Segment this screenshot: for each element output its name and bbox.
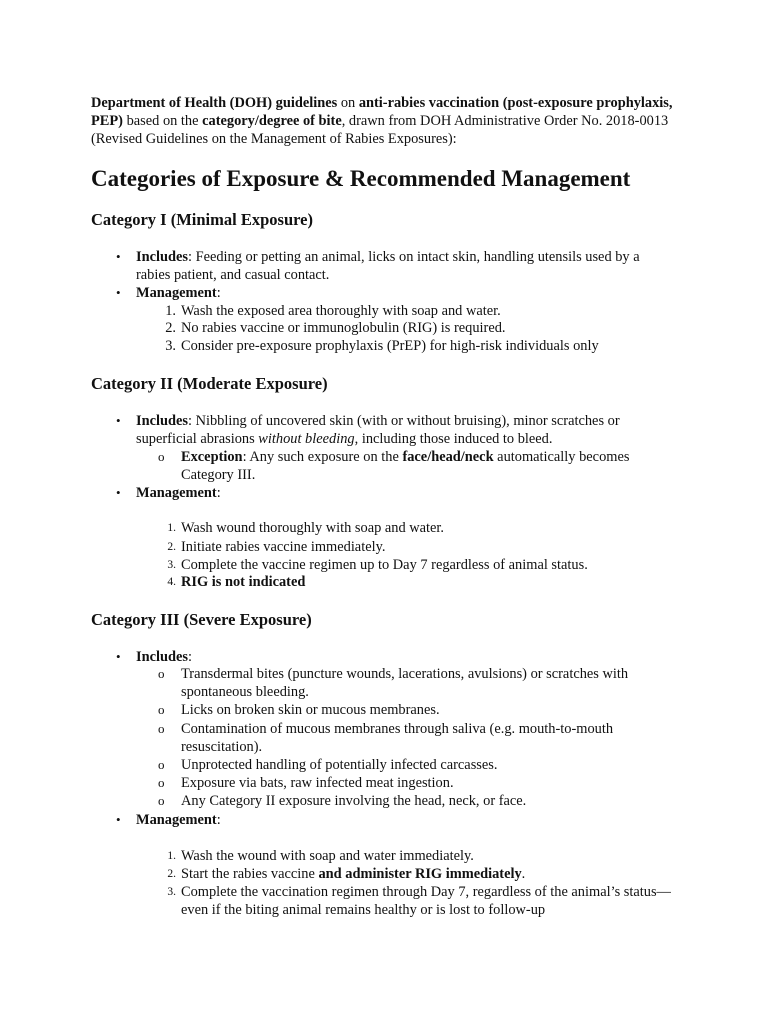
exception-text bbox=[181, 448, 671, 484]
category-3-heading: Category III (Severe Exposure) bbox=[91, 610, 312, 629]
includes-label: Includes bbox=[136, 413, 188, 429]
intro-text: based on the bbox=[122, 113, 203, 129]
sub-bullet-marker: o bbox=[158, 793, 165, 808]
intro-text: , drawn from DOH Administrative Order No. 2018-0013 (Revised Guidelines on the Management of Rabies Exposures): bbox=[91, 113, 669, 147]
step-text: No rabies vaccine or immunoglobulin (RIG) is required. bbox=[181, 320, 506, 336]
bullet-marker: • bbox=[116, 413, 121, 428]
management-label-row bbox=[136, 484, 676, 502]
category-2-includes-text bbox=[136, 412, 676, 448]
step-text: Wash the wound with soap and water immediately. bbox=[181, 848, 474, 864]
step-text: Initiate rabies vaccine immediately. bbox=[181, 539, 386, 555]
management-label-row bbox=[136, 284, 676, 302]
step-number: 1. bbox=[167, 850, 176, 862]
exception-description: automatically becomes Category III. bbox=[181, 449, 630, 483]
bullet-marker: • bbox=[116, 249, 121, 264]
category-1-includes-text bbox=[136, 248, 676, 284]
includes-label-row bbox=[136, 648, 676, 666]
intro-bold-vaccination: anti-rabies vaccination (post-exposure prophylaxis, PEP) bbox=[91, 95, 673, 129]
step-text-part: Start the rabies vaccine bbox=[181, 866, 319, 882]
step-text: Wash the exposed area thoroughly with soap and water. bbox=[181, 303, 501, 319]
exception-bold: face/head/neck bbox=[402, 449, 494, 465]
sub-bullet-marker: o bbox=[158, 721, 165, 736]
step-number: 3. bbox=[167, 559, 176, 571]
management-label: Management bbox=[136, 285, 217, 301]
step-number: 3. bbox=[167, 886, 176, 898]
includes-label: Includes bbox=[136, 649, 188, 665]
intro-text: on bbox=[337, 95, 359, 111]
step-text-part: . bbox=[521, 866, 526, 882]
colon: : bbox=[187, 649, 192, 665]
step-text: Complete the vaccination regimen through Day 7, regardless of the animal’s status—even if the biting animal remains healthy or is lost to follow-up bbox=[181, 884, 671, 918]
step-number: 1. bbox=[167, 522, 176, 534]
includes-description: , including those induced to bleed. bbox=[354, 431, 553, 447]
step-number: 1. bbox=[165, 303, 176, 319]
category-1-heading: Category I (Minimal Exposure) bbox=[91, 210, 313, 229]
management-label: Management bbox=[136, 812, 217, 828]
step-text bbox=[181, 865, 671, 883]
step-text-bold: RIG is not indicated bbox=[181, 574, 306, 590]
management-label: Management bbox=[136, 485, 217, 501]
include-item-text: Contamination of mucous membranes through saliva (e.g. mouth-to-mouth resuscitation). bbox=[181, 721, 614, 755]
include-item-text: Any Category II exposure involving the head, neck, or face. bbox=[181, 793, 527, 809]
includes-label: Includes bbox=[136, 249, 188, 265]
includes-description: : Nibbling of uncovered skin (with or without bruising), minor scratches or superficial abrasions bbox=[136, 413, 620, 447]
step-number: 3. bbox=[165, 338, 176, 354]
bullet-marker: • bbox=[116, 812, 121, 827]
bullet-marker: • bbox=[116, 285, 121, 300]
colon: : bbox=[216, 812, 221, 828]
step-text bbox=[181, 573, 671, 591]
category-2-heading: Category II (Moderate Exposure) bbox=[91, 374, 328, 393]
step-number: 2. bbox=[167, 541, 176, 553]
exception-description: : Any such exposure on the bbox=[242, 449, 403, 465]
bullet-marker: • bbox=[116, 485, 121, 500]
step-number: 4. bbox=[167, 576, 176, 588]
step-text: Consider pre-exposure prophylaxis (PrEP) for high-risk individuals only bbox=[181, 338, 599, 354]
sub-bullet-marker: o bbox=[158, 702, 165, 717]
colon: : bbox=[216, 485, 221, 501]
exception-label: Exception bbox=[181, 449, 243, 465]
sub-bullet-marker: o bbox=[158, 666, 165, 681]
intro-paragraph bbox=[91, 94, 681, 148]
sub-bullet-marker: o bbox=[158, 775, 165, 790]
includes-italic: without bleeding bbox=[258, 431, 355, 447]
includes-description: : Feeding or petting an animal, licks on intact skin, handling utensils used by a rabies patient, and casual contact. bbox=[136, 249, 640, 283]
sub-bullet-marker: o bbox=[158, 449, 165, 464]
include-item-text: Transdermal bites (puncture wounds, lacerations, avulsions) or scratches with spontaneous bleeding. bbox=[181, 666, 629, 700]
step-number: 2. bbox=[165, 320, 176, 336]
step-text-bold: and administer RIG immediately bbox=[318, 866, 522, 882]
include-item-text: Unprotected handling of potentially infected carcasses. bbox=[181, 757, 498, 773]
include-item-text: Licks on broken skin or mucous membranes. bbox=[181, 702, 440, 718]
bullet-marker: • bbox=[116, 649, 121, 664]
step-text: Wash wound thoroughly with soap and water. bbox=[181, 520, 445, 536]
colon: : bbox=[216, 285, 221, 301]
management-label-row bbox=[136, 811, 676, 829]
include-item-text: Exposure via bats, raw infected meat ingestion. bbox=[181, 775, 454, 791]
page-title: Categories of Exposure & Recommended Management bbox=[91, 166, 631, 191]
step-number: 2. bbox=[167, 868, 176, 880]
intro-bold-category: category/degree of bite bbox=[202, 113, 342, 129]
sub-bullet-marker: o bbox=[158, 757, 165, 772]
step-text: Complete the vaccine regimen up to Day 7 regardless of animal status. bbox=[181, 557, 588, 573]
intro-bold-doh: Department of Health (DOH) guidelines bbox=[91, 95, 338, 111]
